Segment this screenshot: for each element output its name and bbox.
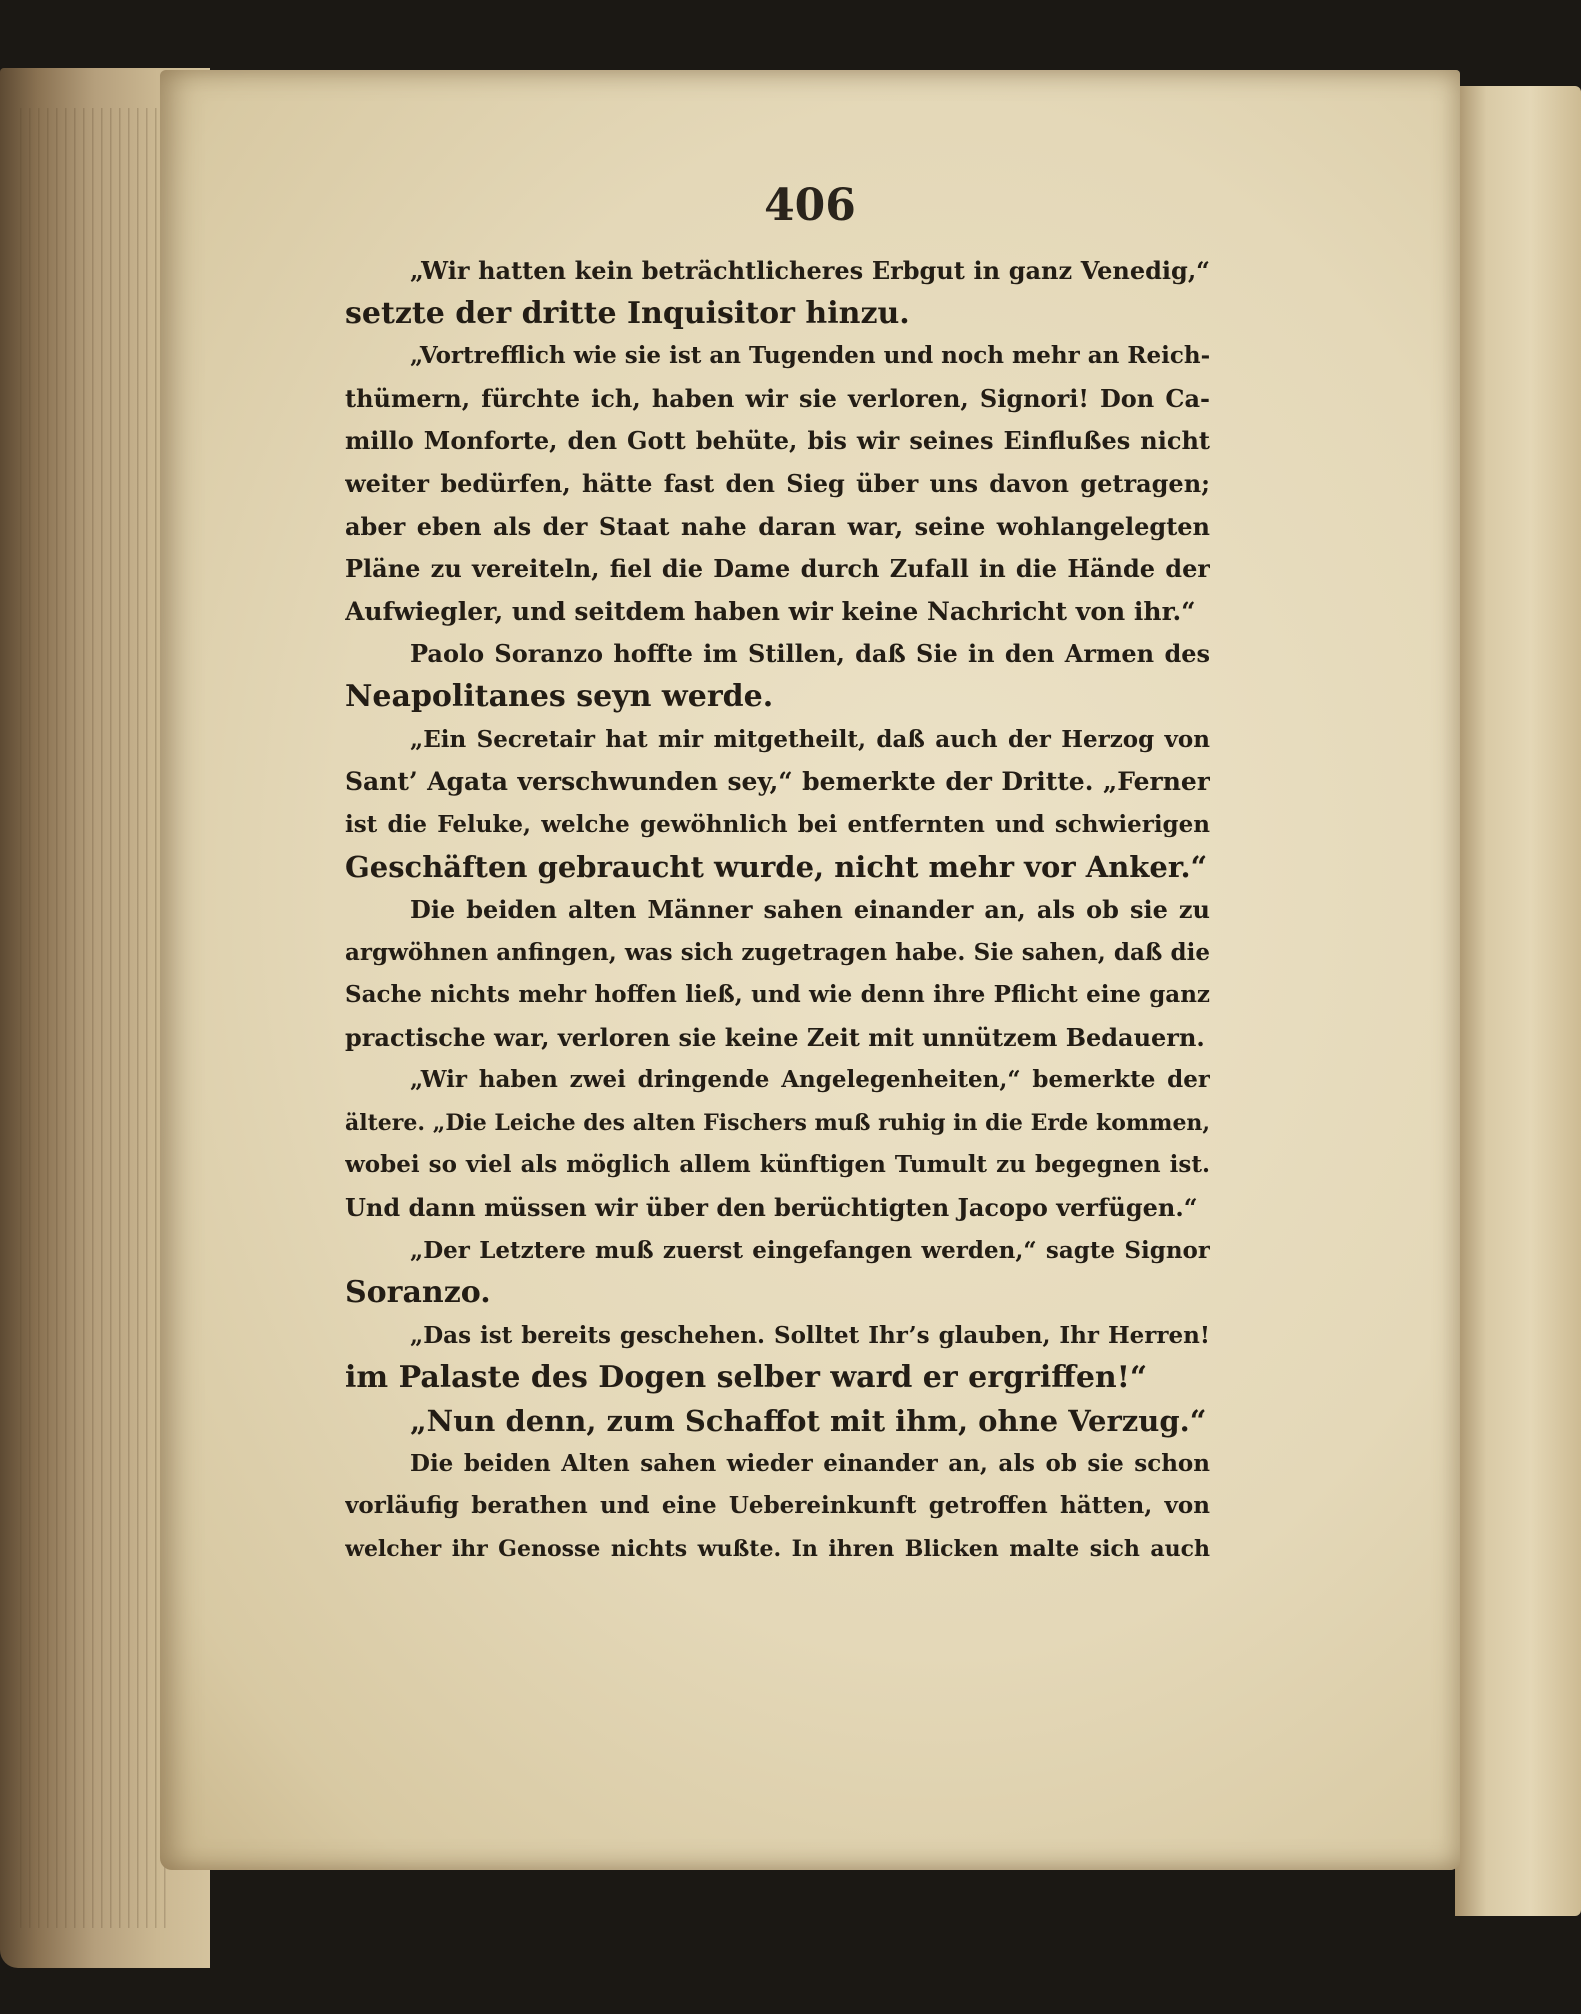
text-line: setzte der dritte Inquisitor hinzu. (345, 295, 910, 331)
text-line: practische war, verloren sie keine Zeit mit unnützem Bedauern. (345, 1022, 1205, 1052)
text-line: weiter bedürfen, hätte fast den Sieg über uns davon getragen; (345, 468, 1210, 498)
text-line: Die beiden alten Männer sahen einander an, als ob sie zu (410, 894, 1210, 924)
text-line: thümern, fürchte ich, haben wir sie verloren, Signori! Don Ca- (345, 383, 1210, 413)
text-line: Pläne zu vereiteln, fiel die Dame durch Zufall in die Hände der (345, 554, 1210, 584)
text-line: im Palaste des Dogen selber ward er ergriffen!“ (345, 1360, 1148, 1396)
text-line: „Ein Secretair hat mir mitgetheilt, daß auch der Herzog von (410, 725, 1210, 753)
text-line: welcher ihr Genosse nichts wußte. In ihren Blicken malte sich auch (345, 1535, 1210, 1562)
text-line: „Wir haben zwei dringende Angelegenheiten,“ bemerkte der (410, 1066, 1210, 1094)
text-line: millo Monforte, den Gott behüte, bis wir seines Einflußes nicht (345, 426, 1210, 456)
next-page-edge (1455, 86, 1581, 1916)
text-line: Geschäften gebraucht wurde, nicht mehr vor Anker.“ (345, 850, 1208, 885)
text-line: „Das ist bereits geschehen. Solltet Ihr’s glauben, Ihr Herren! (410, 1321, 1210, 1349)
text-line: aber eben als der Staat nahe daran war, seine wohlangelegten (345, 511, 1210, 541)
text-line: vorläufig berathen und eine Uebereinkunft getroffen hätten, von (345, 1492, 1210, 1520)
text-line: „Wir hatten kein beträchtlicheres Erbgut in ganz Venedig,“ (410, 256, 1210, 285)
text-line: Paolo Soranzo hoffte im Stillen, daß Sie in den Armen des (410, 639, 1210, 669)
text-line: Die beiden Alten sahen wieder einander an, als ob sie schon (410, 1449, 1210, 1477)
text-line: „Der Letztere muß zuerst eingefangen werden,“ sagte Signor (410, 1236, 1210, 1264)
page-number: 406 (764, 180, 856, 231)
text-line: ist die Feluke, welche gewöhnlich bei entfernten und schwierigen (345, 810, 1210, 838)
text-line: Und dann müssen wir über den berüchtigten Jacopo verfügen.“ (345, 1193, 1198, 1223)
text-line: ältere. „Die Leiche des alten Fischers muß ruhig in die Erde kommen, (345, 1109, 1210, 1136)
text-line: wobei so viel als möglich allem künftigen Tumult zu begegnen ist. (345, 1151, 1210, 1179)
text-line: argwöhnen anfingen, was sich zugetragen habe. Sie sahen, daß die (345, 938, 1210, 966)
text-line: „Vortrefflich wie sie ist an Tugenden und noch mehr an Reich- (410, 342, 1210, 370)
page-text (345, 250, 1210, 1570)
text-line: Aufwiegler, und seitdem haben wir keine Nachricht von ihr.“ (345, 596, 1196, 626)
text-line: Sache nichts mehr hoffen ließ, und wie denn ihre Pflicht eine ganz (345, 981, 1210, 1009)
text-line: Soranzo. (345, 1275, 491, 1311)
text-line: Neapolitanes seyn werde. (345, 678, 774, 714)
text-line: „Nun denn, zum Schaffot mit ihm, ohne Verzug.“ (410, 1404, 1207, 1439)
book-page (160, 70, 1460, 1870)
text-line: Sant’ Agata verschwunden sey,“ bemerkte der Dritte. „Ferner (345, 767, 1210, 797)
